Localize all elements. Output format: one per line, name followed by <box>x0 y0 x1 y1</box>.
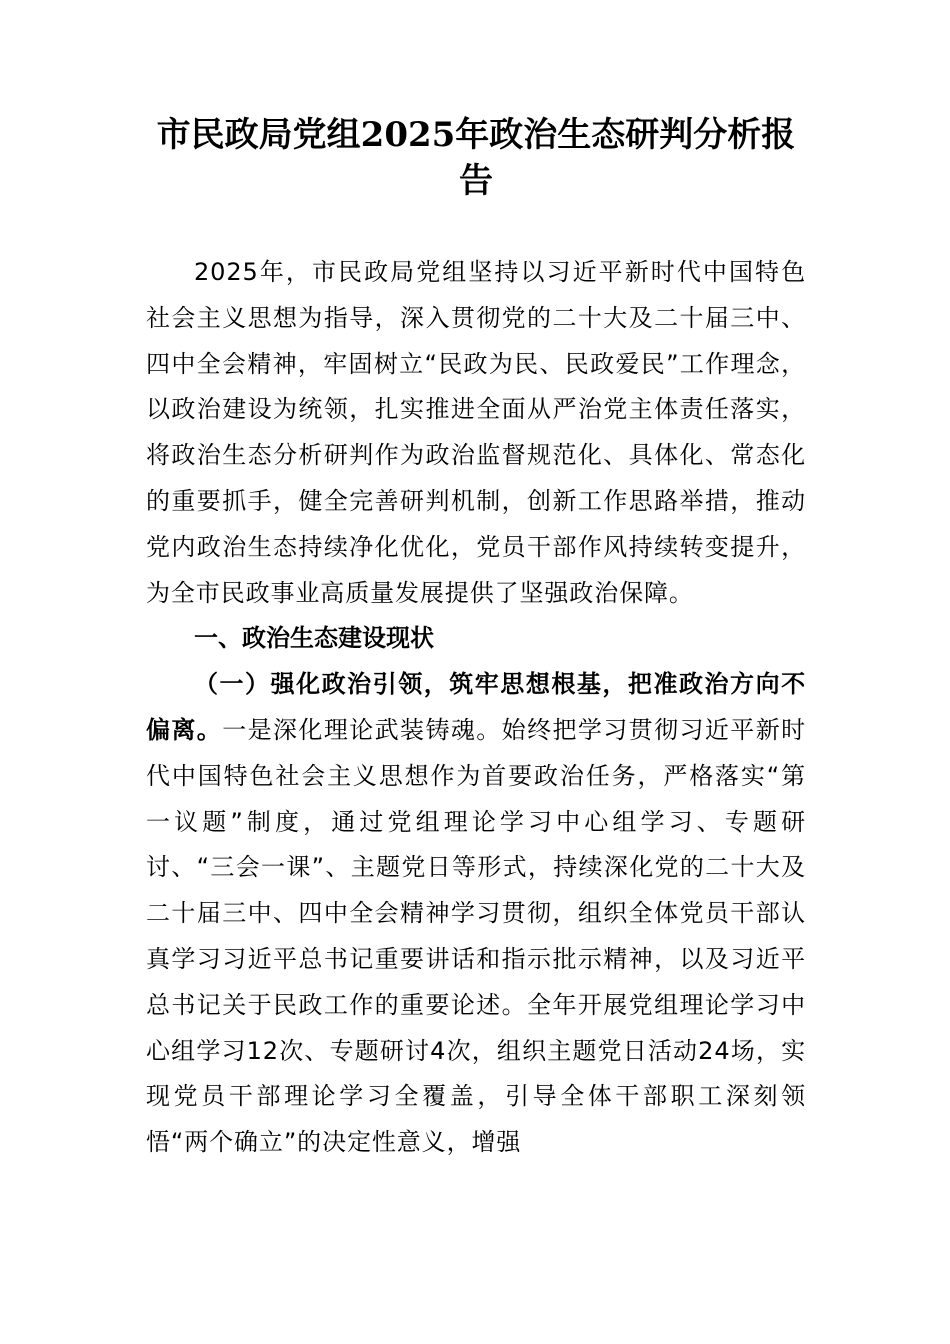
intro-paragraph: 2025年，市民政局党组坚持以习近平新时代中国特色社会主义思想为指导，深入贯彻党的二十大及二十届三中、四中全会精神，牢固树立“民政为民、民政爱民”工作理念，以政治建设为统领，扎实推进全面从严治党主体责任落实，将政治生态分析研判作为政治监督规范化、具体化、常态化的重要抓手，健全完善研判机制，创新工作思路举措，推动党内政治生态持续净化优化，党员干部作风持续转变提升，为全市民政事业高质量发展提供了坚强政治保障。 <box>146 258 806 607</box>
subsection-paragraph-1 <box>146 662 806 1166</box>
section-heading-1: 一、政治生态建设现状 <box>194 624 434 653</box>
document-title: 市民政局党组2025年政治生态研判分析报告 <box>156 115 796 201</box>
subsection-body-1: 一是深化理论武装铸魂。始终把学习贯彻习近平新时代中国特色社会主义思想作为首要政治任务，严格落实“第一议题”制度，通过党组理论学习中心组学习、专题研讨、“三会一课”、主题党日等形式，持续深化党的二十大及二十届三中、四中全会精神学习贯彻，组织全体党员干部认真学习习近平总书记重要讲话和指示批示精神，以及习近平总书记关于民政工作的重要论述。全年开展党组理论学习中心组学习12次、专题研讨4次，组织主题党日活动24场，实现党员干部理论学习全覆盖，引导全体干部职工深刻领悟“两个确立”的决定性意义，增强 <box>146 715 806 1157</box>
subsection-title-1: （一）强化政治引领，筑牢思想根基，把准政治方向不偏离。 <box>146 670 806 744</box>
document-body <box>146 250 806 1166</box>
